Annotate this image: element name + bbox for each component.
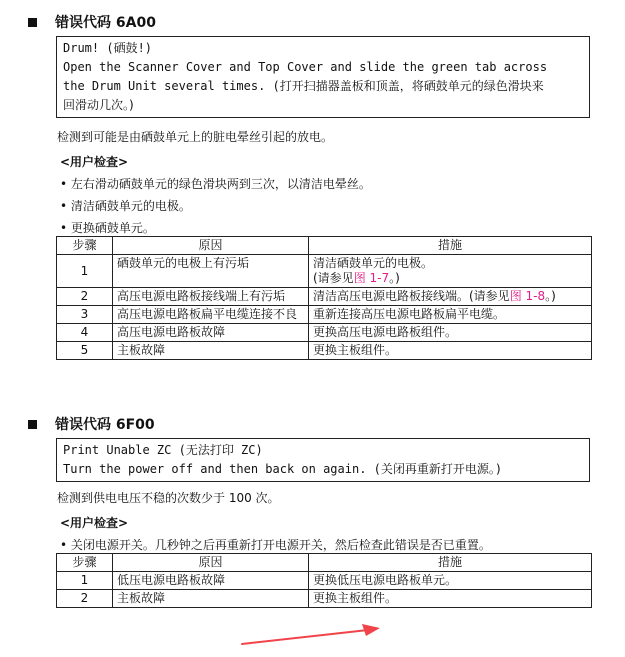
action-cell: 更换低压电源电路板单元。 — [309, 572, 592, 590]
cause-cell: 高压电源电路板故障 — [113, 324, 309, 342]
ref-suffix: 。) — [389, 271, 400, 285]
header-step: 步骤 — [57, 554, 113, 572]
message-line: Drum! (硒鼓!) — [63, 41, 153, 55]
user-check-item: • 更换硒鼓单元。 — [60, 219, 155, 236]
message-line: Open the Scanner Cover and Top Cover and slide the green tab across — [63, 60, 548, 74]
square-bullet-icon — [28, 420, 37, 429]
action-cell: 更换高压电源电路板组件。 — [309, 324, 592, 342]
action-text: 清洁高压电源电路板接线端。(请参见 — [313, 289, 510, 303]
troubleshooting-table-6a00 — [56, 236, 592, 360]
message-line: 回滑动几次。) — [63, 98, 134, 112]
table-row — [57, 288, 592, 306]
ref-suffix: 。) — [545, 289, 556, 303]
table-row — [57, 255, 592, 288]
section-title-text: 错误代码 6F00 — [55, 417, 155, 433]
user-check-item: • 左右滑动硒鼓单元的绿色滑块两到三次，以清洁电晕丝。 — [60, 175, 371, 192]
action-cell: 更换主板组件。 — [309, 342, 592, 360]
step-cell: 1 — [57, 255, 113, 288]
table-row — [57, 572, 592, 590]
troubleshooting-table-6f00 — [56, 553, 592, 608]
user-check-item: • 清洁硒鼓单元的电极。 — [60, 197, 191, 214]
action-cell — [309, 255, 592, 288]
section-title-6a00 — [28, 12, 156, 32]
table-row — [57, 342, 592, 360]
section-title-6f00 — [28, 414, 155, 434]
square-bullet-icon — [28, 18, 37, 27]
user-check-heading: <用户检查> — [60, 155, 129, 169]
step-cell: 2 — [57, 590, 113, 608]
user-check-heading: <用户检查> — [60, 516, 129, 530]
table-row — [57, 324, 592, 342]
header-cause: 原因 — [113, 237, 309, 255]
red-arrow-icon — [240, 622, 390, 648]
cause-cell: 主板故障 — [113, 590, 309, 608]
table-row — [57, 590, 592, 608]
step-cell: 2 — [57, 288, 113, 306]
error-description: 检测到供电电压不稳的次数少于 100 次。 — [57, 491, 280, 505]
error-message-box-6a00 — [56, 36, 590, 118]
error-message-box-6f00 — [56, 438, 590, 482]
header-action: 措施 — [309, 554, 592, 572]
section-title-text: 错误代码 6A00 — [55, 15, 156, 31]
cause-cell: 高压电源电路板接线端上有污垢 — [113, 288, 309, 306]
cause-cell: 高压电源电路板扁平电缆连接不良 — [113, 306, 309, 324]
message-line: Print Unable ZC (无法打印 ZC) — [63, 443, 263, 457]
cause-cell: 低压电源电路板故障 — [113, 572, 309, 590]
step-cell: 1 — [57, 572, 113, 590]
action-cell — [309, 288, 592, 306]
table-header-row — [57, 237, 592, 255]
table-header-row — [57, 554, 592, 572]
user-check-item: • 关闭电源开关。几秒钟之后再重新打开电源开关，然后检查此错误是否已重置。 — [60, 536, 491, 553]
ref-prefix: (请参见 — [313, 271, 354, 285]
action-reference — [313, 271, 587, 286]
error-description: 检测到可能是由硒鼓单元上的脏电晕丝引起的放电。 — [57, 130, 334, 144]
step-cell: 5 — [57, 342, 113, 360]
step-cell: 3 — [57, 306, 113, 324]
message-line: the Drum Unit several times. (打开扫描器盖板和顶盖，将硒鼓单元的绿色滑块来 — [63, 79, 544, 93]
message-line: Turn the power off and then back on again. (关闭再重新打开电源。) — [63, 462, 503, 476]
header-action: 措施 — [309, 237, 592, 255]
step-cell: 4 — [57, 324, 113, 342]
figure-reference-link[interactable]: 图 1-7 — [353, 271, 390, 285]
action-cell: 重新连接高压电源电路板扁平电缆。 — [309, 306, 592, 324]
header-cause: 原因 — [113, 554, 309, 572]
action-text: 清洁硒鼓单元的电极。 — [313, 256, 434, 270]
figure-reference-link[interactable]: 图 1-8 — [509, 289, 546, 303]
cause-cell: 硒鼓单元的电极上有污垢 — [113, 255, 309, 288]
header-step: 步骤 — [57, 237, 113, 255]
action-cell: 更换主板组件。 — [309, 590, 592, 608]
table-row — [57, 306, 592, 324]
cause-cell: 主板故障 — [113, 342, 309, 360]
